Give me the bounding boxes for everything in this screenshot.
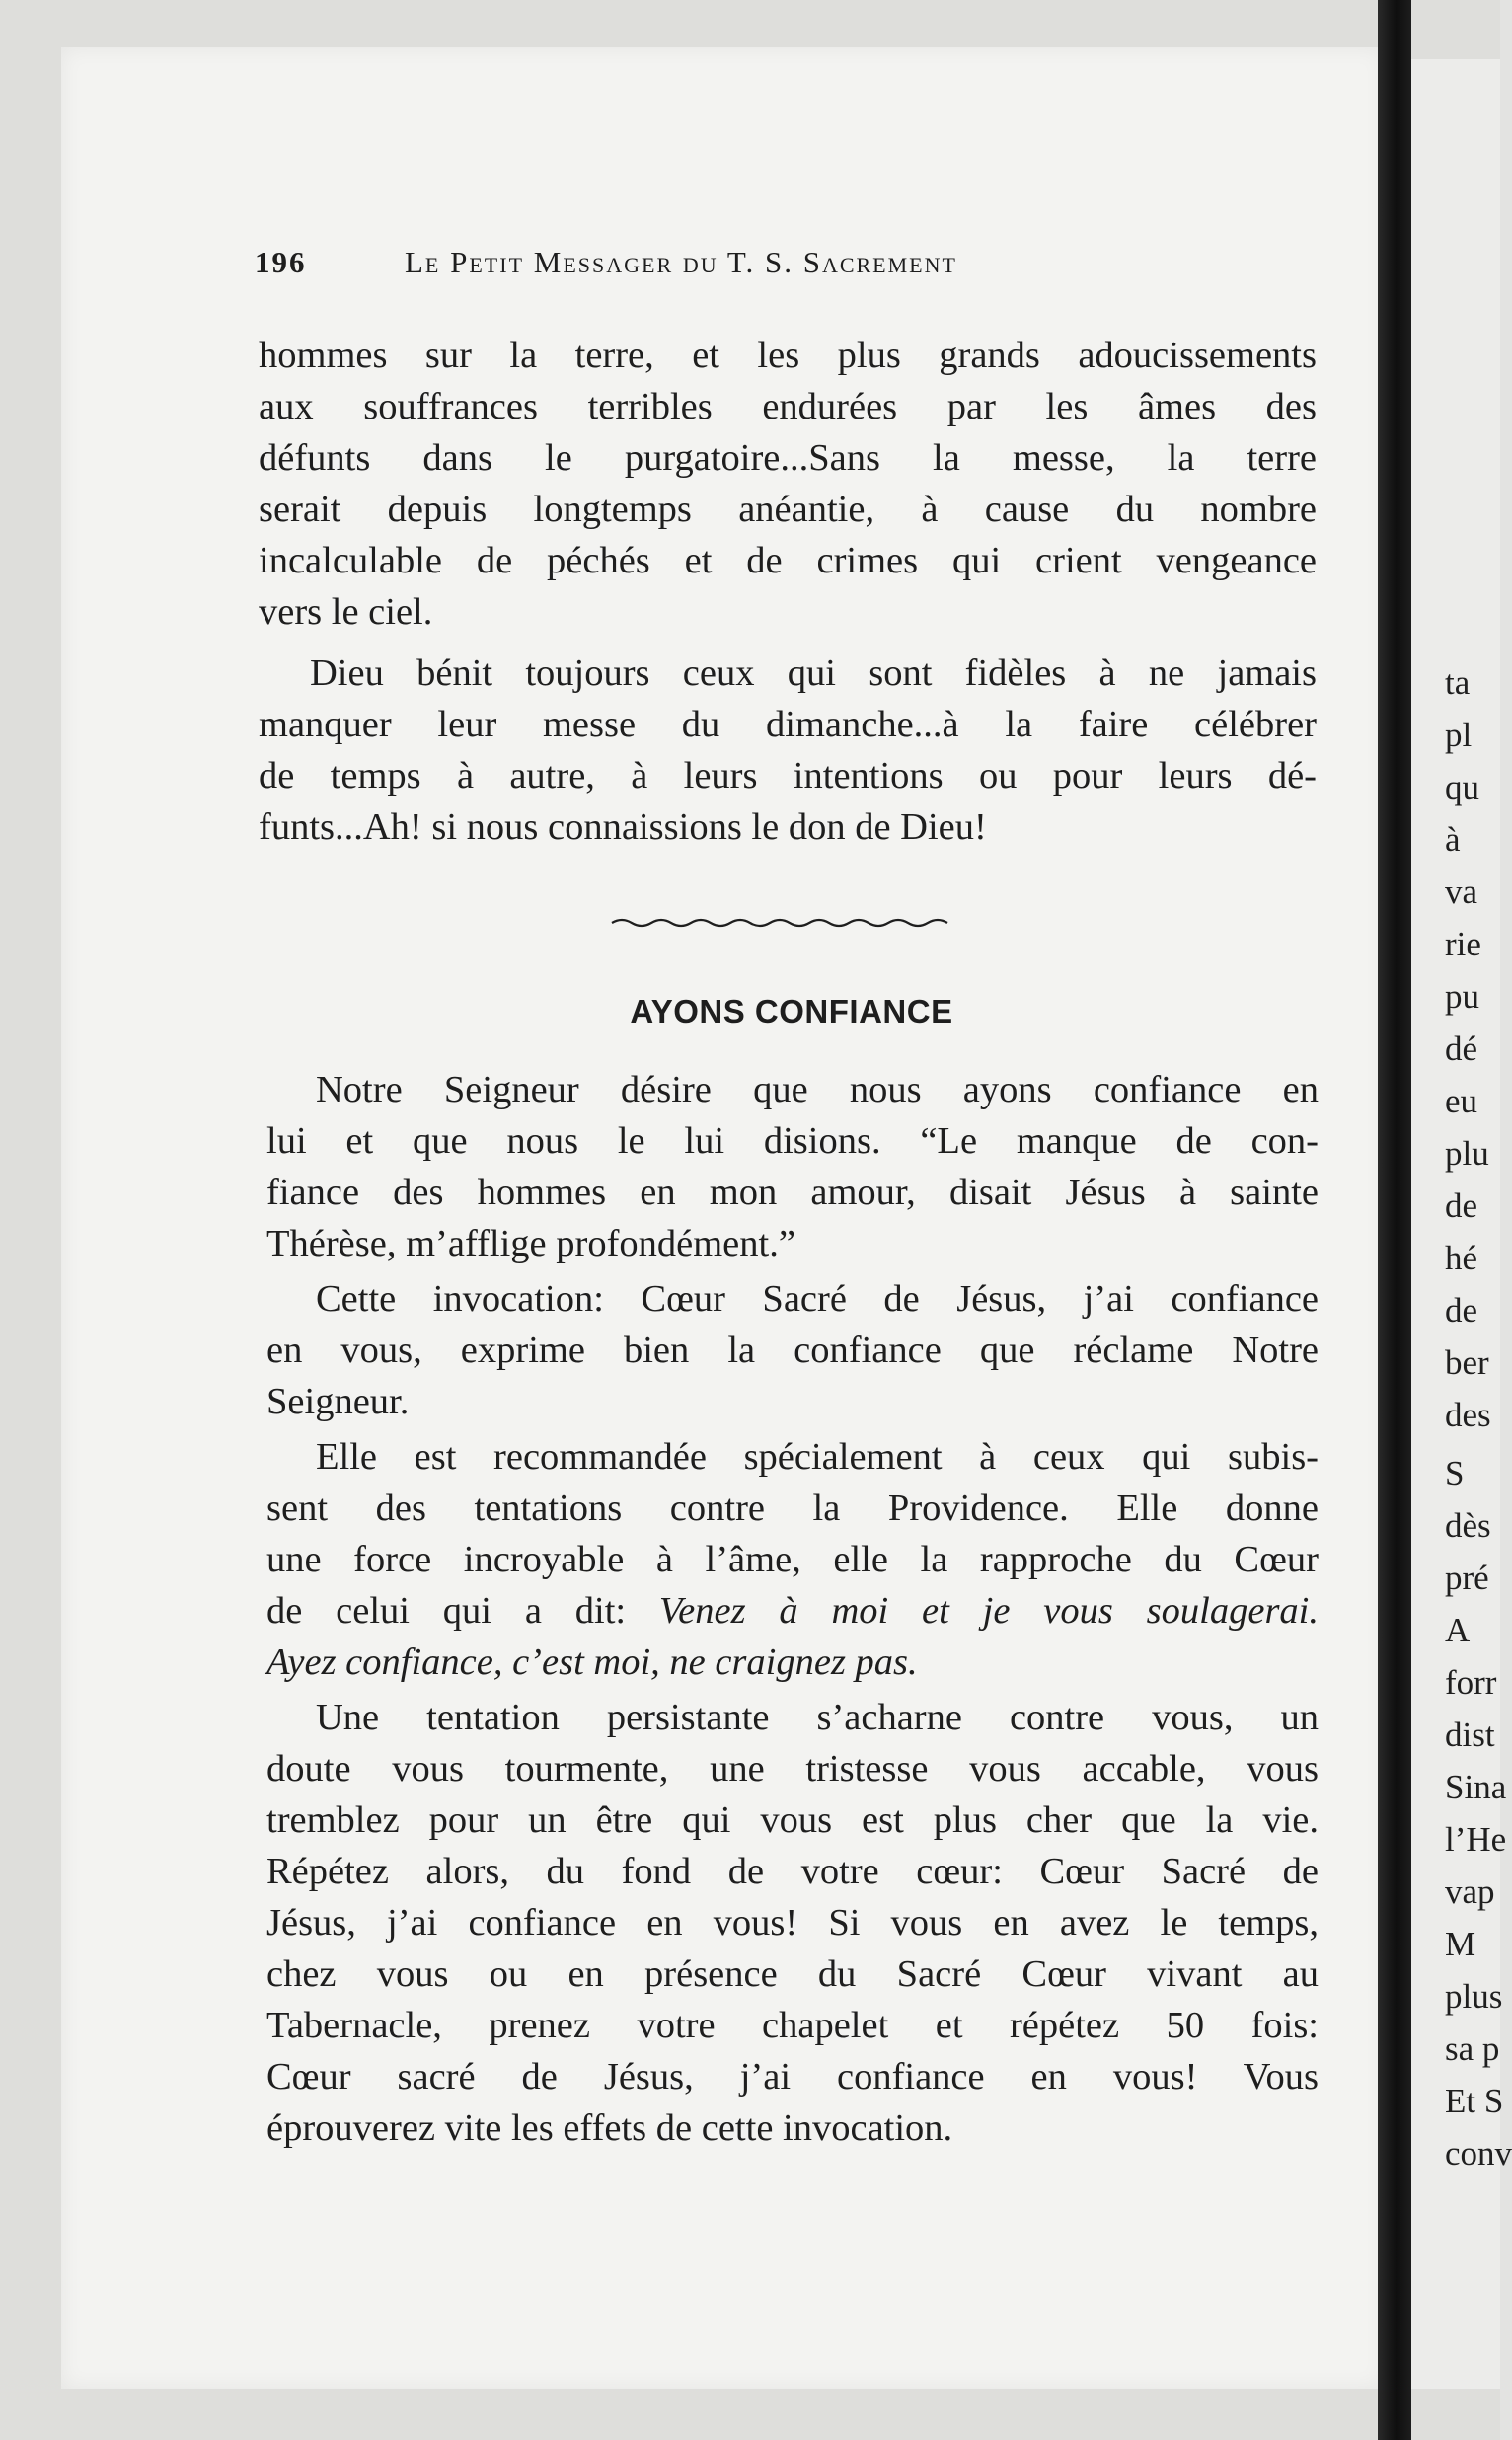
text-line: Cette invocation: Cœur Sacré de Jésus, j’ai confiance xyxy=(316,1278,1319,1320)
running-title: Le Petit Messager du T. S. Sacrement xyxy=(405,245,957,279)
next-page-fragment: M xyxy=(1445,1925,1476,1963)
text-line-with-quote xyxy=(266,1585,1319,1637)
next-page-fragment: va xyxy=(1445,873,1478,911)
text-span: de celui qui a dit: xyxy=(266,1590,659,1632)
text-line: serait depuis longtemps anéantie, à cause du nombre xyxy=(259,489,1317,530)
next-page-fragment: sa p xyxy=(1445,2029,1500,2068)
text-line: vers le ciel. xyxy=(259,591,433,633)
book-gutter xyxy=(1378,0,1411,2440)
next-page-fragment: dès xyxy=(1445,1506,1491,1545)
next-page-fragment: Et S xyxy=(1445,2082,1504,2120)
next-page-fragment: qu xyxy=(1445,768,1479,806)
text-line: fiance des hommes en mon amour, disait Jésus à sainte xyxy=(266,1172,1319,1213)
text-line: aux souffrances terribles endurées par les âmes des xyxy=(259,386,1317,427)
next-page-fragment: dist xyxy=(1445,1716,1495,1754)
next-page-fragment: A xyxy=(1445,1611,1471,1649)
text-line: Dieu bénit toujours ceux qui sont fidèles à ne jamais xyxy=(310,652,1317,694)
next-page-fragment: eu xyxy=(1445,1082,1478,1120)
next-page-fragment: des xyxy=(1445,1396,1491,1434)
text-line: Répétez alors, du fond de votre cœur: Cœur Sacré de xyxy=(266,1851,1319,1892)
next-page-fragment: ta xyxy=(1445,663,1471,702)
next-page-fragment: forr xyxy=(1445,1663,1497,1702)
next-page-fragment: vap xyxy=(1445,1872,1495,1911)
italic-quote: Venez à moi et je vous soulagerai. xyxy=(658,1590,1319,1632)
text-line: de temps à autre, à leurs intentions ou pour leurs dé- xyxy=(259,755,1317,797)
text-line: Jésus, j’ai confiance en vous! Si vous en avez le temps, xyxy=(266,1902,1319,1944)
text-line: une force incroyable à l’âme, elle la rapproche du Cœur xyxy=(266,1539,1319,1580)
text-line: Une tentation persistante s’acharne contre vous, un xyxy=(316,1697,1319,1738)
text-line: lui et que nous le lui disions. “Le manque de con- xyxy=(266,1120,1319,1162)
text-line: en vous, exprime bien la confiance que réclame Notre xyxy=(266,1330,1319,1371)
next-page-fragment: de xyxy=(1445,1186,1478,1225)
text-line: incalculable de péchés et de crimes qui crient vengeance xyxy=(259,540,1317,581)
next-page-fragment: de xyxy=(1445,1291,1478,1330)
next-page-fragment: pl xyxy=(1445,716,1473,754)
next-page-fragment: dé xyxy=(1445,1029,1478,1068)
text-line: funts...Ah! si nous connaissions le don de Dieu! xyxy=(259,806,987,848)
text-line: manquer leur messe du dimanche...à la faire célébrer xyxy=(259,704,1317,745)
next-page-fragment: plus xyxy=(1445,1977,1503,2016)
next-page-fragment: rie xyxy=(1445,925,1481,963)
text-line: Tabernacle, prenez votre chapelet et répétez 50 fois: xyxy=(266,2005,1319,2046)
next-page-fragment: à xyxy=(1445,820,1461,859)
next-page-fragment: Sina xyxy=(1445,1768,1507,1806)
text-line: tremblez pour un être qui vous est plus cher que la vie. xyxy=(266,1799,1319,1841)
text-line: chez vous ou en présence du Sacré Cœur vivant au xyxy=(266,1953,1319,1995)
text-line: éprouverez vite les effets de cette invocation. xyxy=(266,2107,953,2149)
next-page-fragment: plu xyxy=(1445,1134,1489,1173)
text-line: Thérèse, m’afflige profondément.” xyxy=(266,1223,795,1264)
page-number: 196 xyxy=(255,245,307,279)
next-page-fragment: pré xyxy=(1445,1559,1489,1597)
next-page-fragment: l’He xyxy=(1445,1820,1507,1859)
text-line: Cœur sacré de Jésus, j’ai confiance en vous! Vous xyxy=(266,2056,1319,2097)
text-line: défunts dans le purgatoire...Sans la messe, la terre xyxy=(259,437,1317,479)
next-page-fragment: hé xyxy=(1445,1239,1478,1277)
next-page-fragment: conv xyxy=(1445,2134,1512,2173)
wavy-separator xyxy=(612,916,947,930)
italic-quote: Ayez confiance, c’est moi, ne craignez pas. xyxy=(266,1641,918,1683)
text-line: Notre Seigneur désire que nous ayons confiance en xyxy=(316,1069,1319,1110)
text-line: doute vous tourmente, une tristesse vous accable, vous xyxy=(266,1748,1319,1790)
text-line: Elle est recommandée spécialement à ceux qui subis- xyxy=(316,1436,1319,1478)
next-page-fragment: ber xyxy=(1445,1343,1489,1382)
section-heading: AYONS CONFIANCE xyxy=(630,993,953,1029)
next-page-edge xyxy=(1411,59,1512,2389)
next-page-fragment: pu xyxy=(1445,977,1479,1016)
next-page-fragment: S xyxy=(1445,1454,1465,1492)
text-line: sent des tentations contre la Providence. Elle donne xyxy=(266,1487,1319,1529)
text-line: Seigneur. xyxy=(266,1381,410,1422)
text-line: hommes sur la terre, et les plus grands adoucissements xyxy=(259,335,1317,376)
text-line-italic xyxy=(266,1637,1319,1688)
